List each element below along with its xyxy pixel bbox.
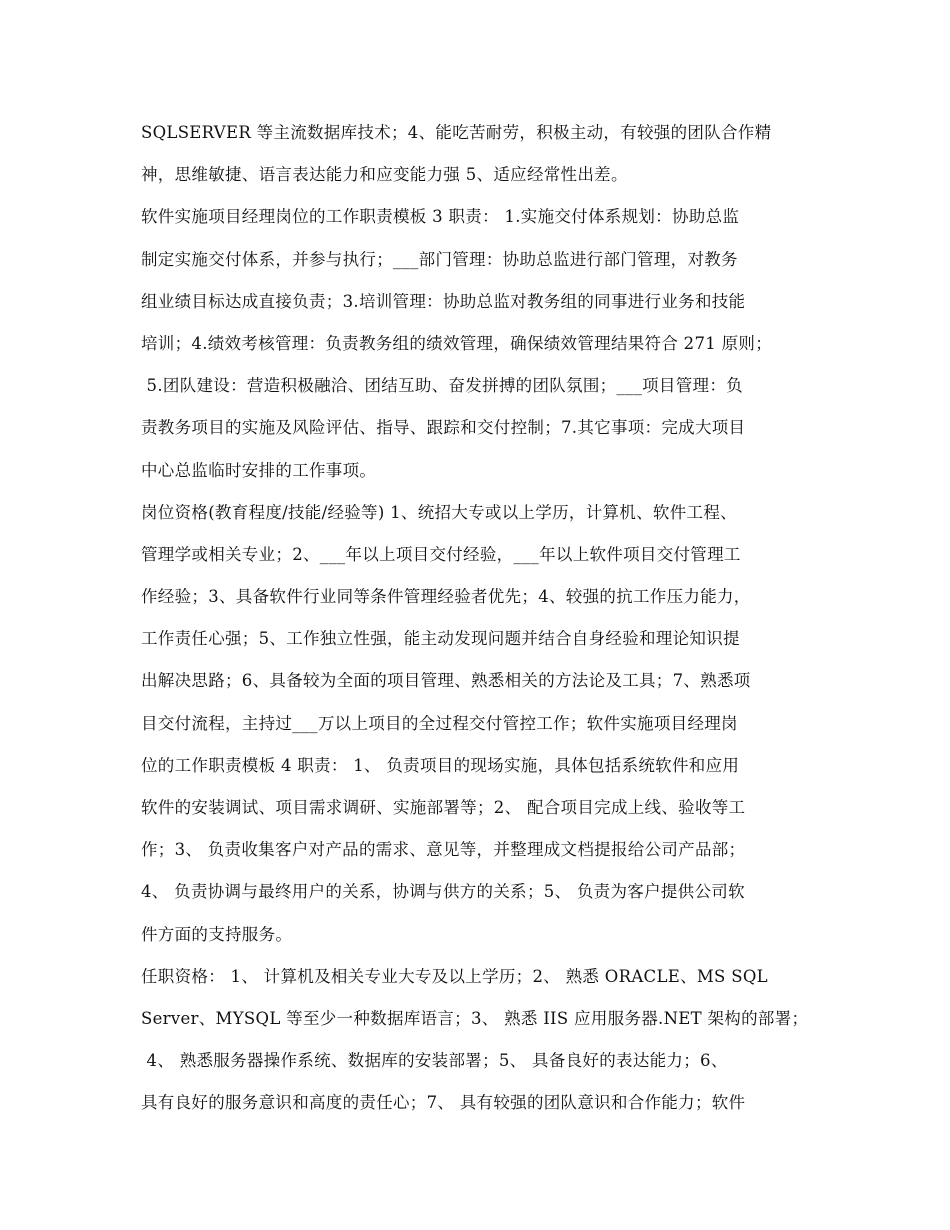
- text-line: 神，思维敏捷、语言表达能力和应变能力强 5、适应经常性出差。: [141, 165, 628, 185]
- text-line: Server、MYSQL 等至少一种数据库语言；3、 熟悉 IIS 应用服务器.NET 架构的部署；: [141, 1008, 809, 1028]
- text-line: 软件的安装调试、项目需求调研、实施部署等；2、 配合项目完成上线、验收等工: [141, 798, 746, 817]
- text-line: 位的工作职责模板 4 职责： 1、 负责项目的现场实施，具体包括系统软件和应用: [141, 755, 740, 775]
- text-line: 目交付流程，主持过___万以上项目的全过程交付管控工作；软件实施项目经理岗: [141, 713, 738, 733]
- text-line: 制定实施交付体系，并参与执行；___部门管理：协助总监进行部门管理，对教务: [141, 249, 738, 269]
- text-line: SQLSERVER 等主流数据库技术；4、能吃苦耐劳，积极主动，有较强的团队合作精: [141, 123, 772, 142]
- text-line: 4、 熟悉服务器操作系统、数据库的安装部署；5、 具备良好的表达能力；6、: [141, 1051, 728, 1071]
- text-line: 工作责任心强；5、工作独立性强，能主动发现问题并结合自身经验和理论知识提: [141, 629, 740, 649]
- text-line: 管理学或相关专业；2、___年以上项目交付经验，___年以上软件项目交付管理工: [141, 544, 741, 564]
- text-line: 5.团队建设：营造积极融洽、团结互助、奋发拼搏的团队氛围；___项目管理：负: [141, 376, 743, 396]
- text-line: 件方面的支持服务。: [141, 924, 293, 944]
- text-line: 中心总监临时安排的工作事项。: [141, 460, 377, 480]
- text-line: 作；3、 负责收集客户对产品的需求、意见等，并整理成文档提报给公司产品部；: [141, 840, 746, 860]
- body-text: [141, 112, 831, 1125]
- text-line: 4、 负责协调与最终用户的关系，协调与供方的关系；5、 负责为客户提供公司软: [141, 882, 745, 902]
- text-line: 培训；4.绩效考核管理：负责教务组的绩效管理，确保绩效管理结果符合 271 原则；: [141, 333, 773, 353]
- text-line: 作经验；3、具备软件行业同等条件管理经验者优先；4、较强的抗工作压力能力，: [141, 587, 751, 607]
- text-line: 软件实施项目经理岗位的工作职责模板 3 职责： 1.实施交付体系规划：协助总监: [141, 207, 740, 227]
- text-line: 出解决思路；6、具备较为全面的项目管理、熟悉相关的方法论及工具；7、熟悉项: [141, 671, 751, 691]
- text-line: 组业绩目标达成直接负责；3.培训管理：协助总监对教务组的同事进行业务和技能: [141, 291, 746, 311]
- text-line: 责教务项目的实施及风险评估、指导、跟踪和交付控制；7.其它事项：完成大项目: [141, 418, 746, 438]
- text-line: 具有良好的服务意识和高度的责任心；7、 具有较强的团队意识和合作能力；软件: [141, 1093, 746, 1113]
- text-line: 岗位资格(教育程度/技能/经验等) 1、统招大专或以上学历，计算机、软件工程、: [141, 502, 737, 522]
- text-line: 任职资格： 1、 计算机及相关专业大专及以上学历；2、 熟悉 ORACLE、MS SQL: [141, 966, 768, 986]
